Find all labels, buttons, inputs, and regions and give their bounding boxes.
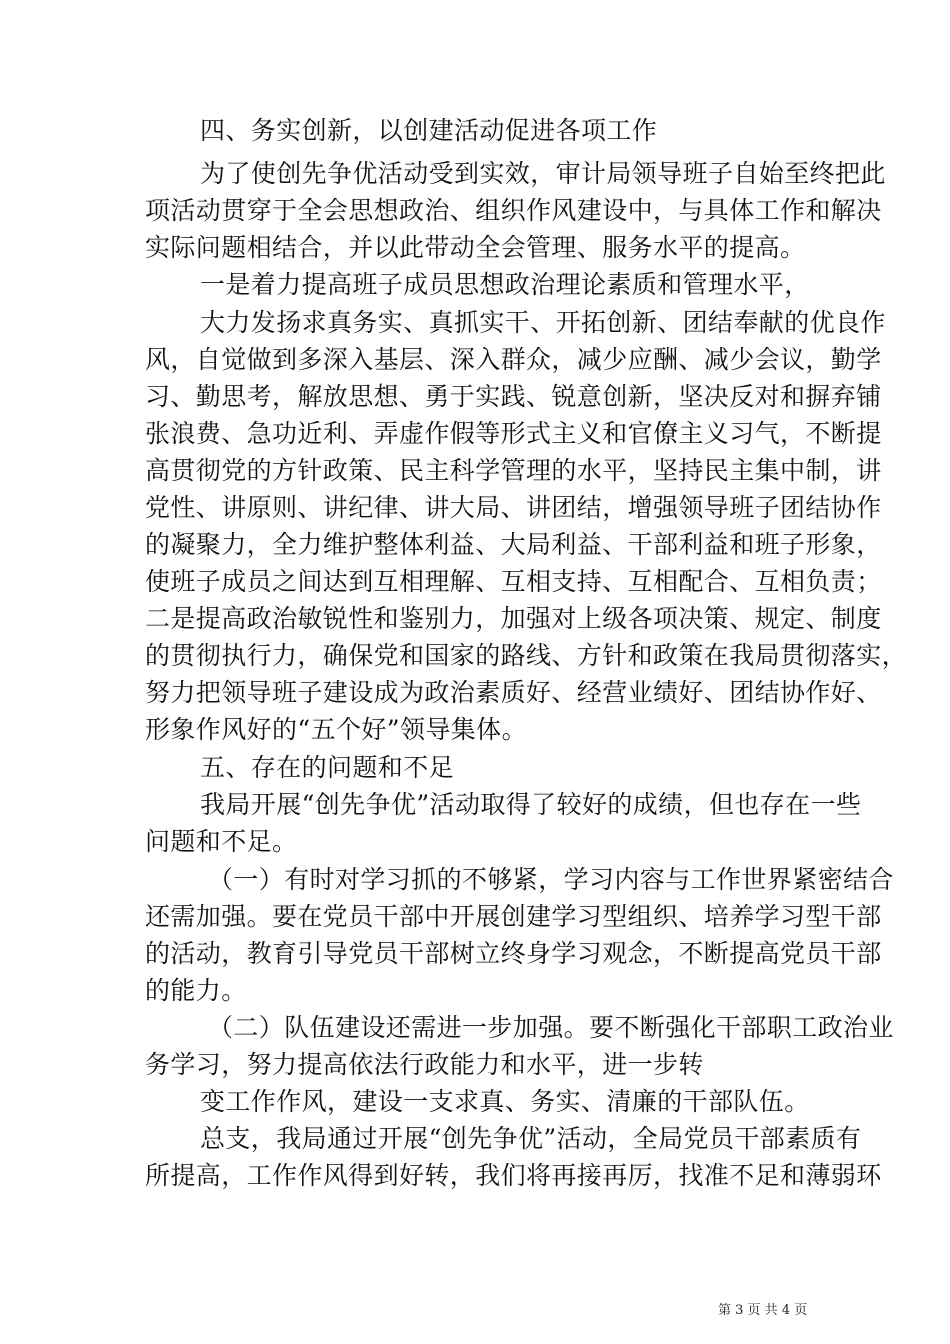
paragraph-line: 所提高，工作作风得到好转，我们将再接再厉，找准不足和薄弱环 (145, 1161, 882, 1190)
paragraph-line: 形象作风好的“五个好”领导集体。 (145, 715, 527, 744)
paragraph-line: 项活动贯穿于全会思想政治、组织作风建设中，与具体工作和解决 (145, 196, 882, 225)
paragraph-line: 一是着力提高班子成员思想政治理论素质和管理水平， (200, 270, 810, 299)
paragraph-line: 问题和不足。 (145, 827, 298, 856)
paragraph-line: 总支，我局通过开展“创先争优”活动，全局党员干部素质有 (200, 1124, 862, 1153)
paragraph-line: 我局开展“创先争优”活动取得了较好的成绩，但也存在一些 (200, 790, 862, 819)
paragraph-line: 实际问题相结合，并以此带动全会管理、服务水平的提高。 (145, 233, 806, 262)
paragraph-line: 的能力。 (145, 976, 247, 1005)
section-heading-5: 五、存在的问题和不足 (200, 753, 455, 782)
paragraph-line: 张浪费、急功近利、弄虚作假等形式主义和官僚主义习气，不断提 (145, 419, 882, 448)
paragraph-line: 使班子成员之间达到互相理解、互相支持、互相配合、互相负责； (145, 567, 882, 596)
paragraph-line: 党性、讲原则、讲纪律、讲大局、讲团结，增强领导班子团结协作 (145, 493, 882, 522)
page-number: 第 3 页 共 4 页 (718, 1303, 808, 1318)
paragraph-line: 的贯彻执行力，确保党和国家的路线、方针和政策在我局贯彻落实， (145, 641, 908, 670)
paragraph-line: 的活动，教育引导党员干部树立终身学习观念，不断提高党员干部 (145, 939, 882, 968)
paragraph-line: 为了使创先争优活动受到实效，审计局领导班子自始至终把此 (200, 159, 886, 188)
paragraph-line: 的凝聚力，全力维护整体利益、大局利益、干部利益和班子形象， (145, 530, 882, 559)
paragraph-line: （一）有时对学习抓的不够紧，学习内容与工作世界紧密结合 (208, 865, 894, 894)
paragraph-line: 高贯彻党的方针政策、民主科学管理的水平，坚持民主集中制，讲 (145, 456, 882, 485)
paragraph-line: 变工作作风，建设一支求真、务实、清廉的干部队伍。 (200, 1087, 810, 1116)
paragraph-line: （二）队伍建设还需进一步加强。要不断强化干部职工政治业 (208, 1013, 894, 1042)
paragraph-line: 风，自觉做到多深入基层、深入群众，减少应酬、减少会议，勤学 (145, 345, 882, 374)
paragraph-line: 大力发扬求真务实、真抓实干、开拓创新、团结奉献的优良作 (200, 308, 886, 337)
paragraph-line: 二是提高政治敏锐性和鉴别力，加强对上级各项决策、规定、制度 (145, 604, 882, 633)
paragraph-line: 习、勤思考，解放思想、勇于实践、锐意创新，坚决反对和摒弃铺 (145, 382, 882, 411)
paragraph-line: 努力把领导班子建设成为政治素质好、经营业绩好、团结协作好、 (145, 678, 882, 707)
paragraph-line: 还需加强。要在党员干部中开展创建学习型组织、培养学习型干部 (145, 902, 882, 931)
paragraph-line: 务学习，努力提高依法行政能力和水平，进一步转 (145, 1050, 704, 1079)
section-heading-4: 四、务实创新，以创建活动促进各项工作 (200, 116, 658, 145)
